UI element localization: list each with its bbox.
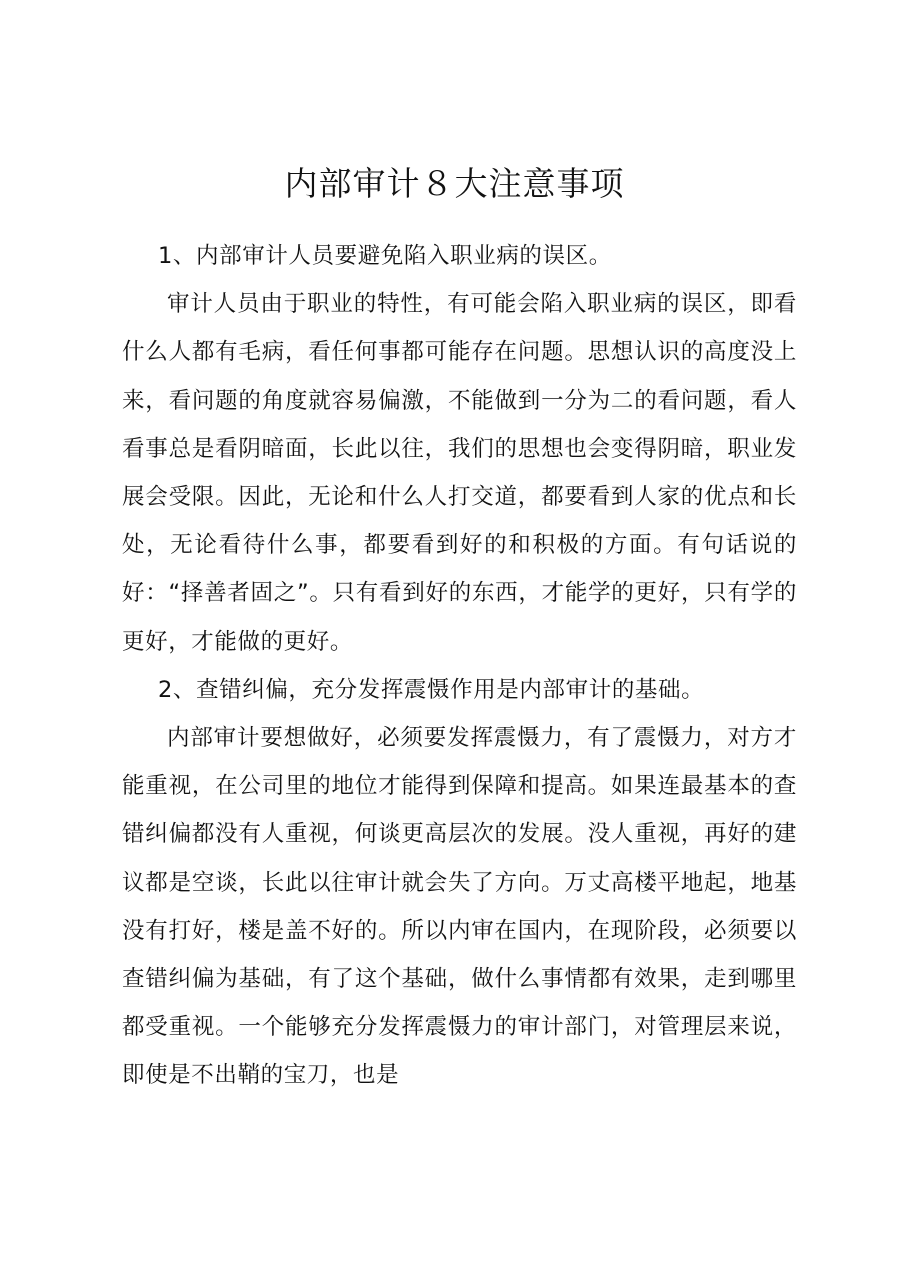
section-paragraph-1: 审计人员由于职业的特性，有可能会陷入职业病的误区，即看什么人都有毛病，看任何事都可能存在问题。思想认识的高度没上来，看问题的角度就容易偏激，不能做到一分为二的看问题，看人看事总是看阴暗面，长此以往，我们的思想也会变得阴暗，职业发展会受限。因此，无论和什么人打交道，都要看到人家的优点和长处，无论看待什么事，都要看到好的和积极的方面。有句话说的好：“择善者固之”。只有看到好的东西，才能学的更好，只有学的更好，才能做的更好。 [122,291,797,655]
document-title: 内部审计８大注意事项 [284,164,625,203]
document-body [122,232,797,1100]
section-heading-1: 1、内部审计人员要避免陷入职业病的误区。 [158,243,612,269]
section-heading-2: 2、查错纠偏，充分发挥震慑作用是内部审计的基础。 [158,676,705,703]
section-paragraph-2: 内部审计要想做好，必须要发挥震慑力，有了震慑力，对方才能重视，在公司里的地位才能得到保障和提高。如果连最基本的查错纠偏都没有人重视，何谈更高层次的发展。没人重视，再好的建议都是空谈，长此以往审计就会失了方向。万丈高楼平地起，地基没有打好，楼是盖不好的。所以内审在国内，在现阶段，必须要以查错纠偏为基础，有了这个基础，做什么事情都有效果，走到哪里都受重视。一个能够充分发挥震慑力的审计部门，对管理层来说，即使是不出鞘的宝刀，也是 [122,725,797,1089]
